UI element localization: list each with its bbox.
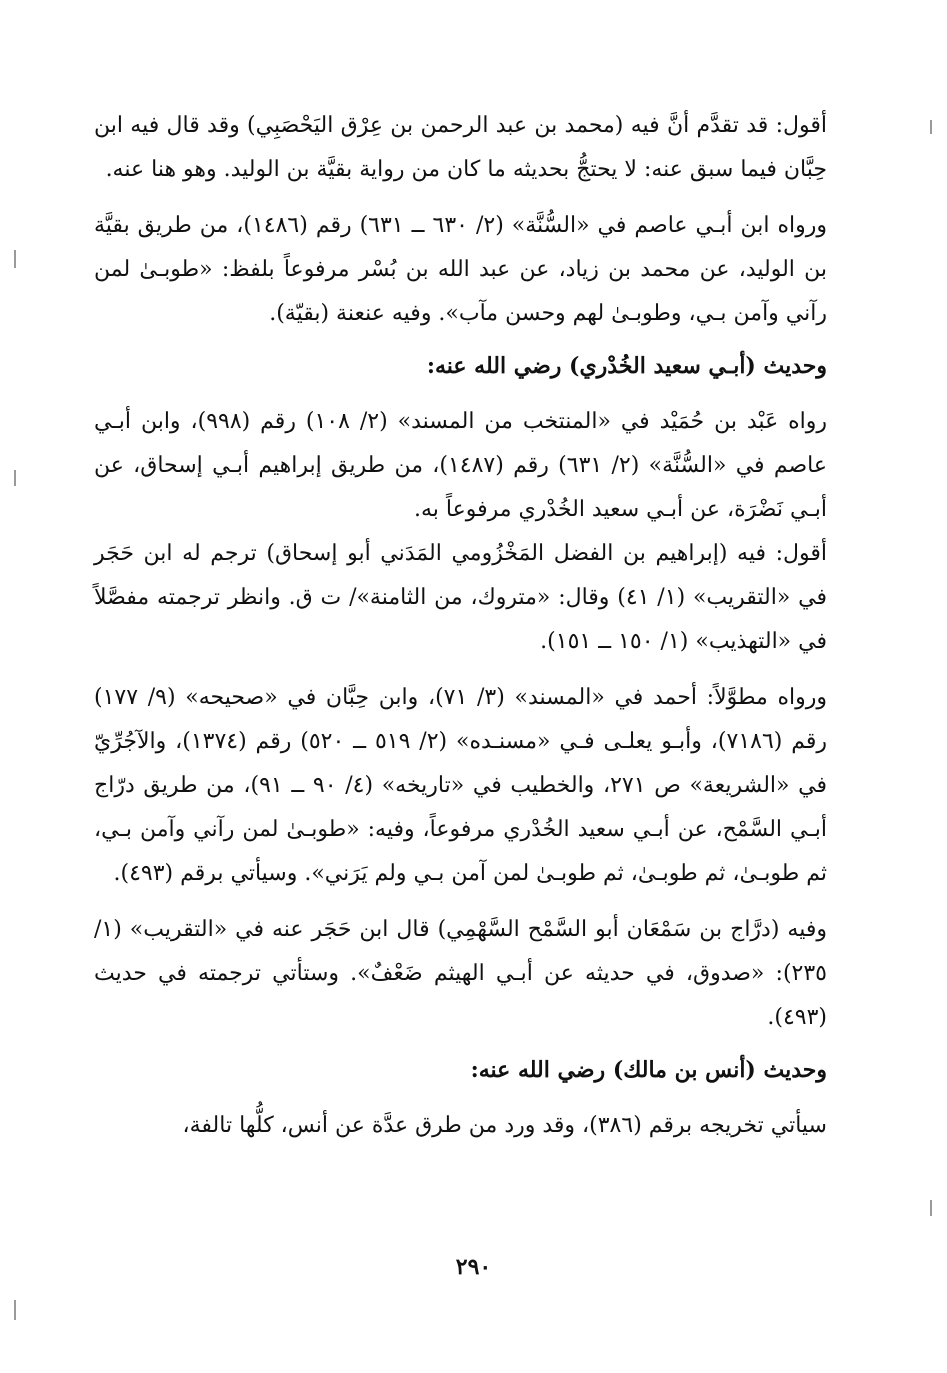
scan-artifact [14, 470, 16, 486]
paragraph-aqul-2: أقول: فيه (إبراهيم بن الفضل المَخْزُومي المَدَني أبو إسحاق) ترجم له ابن حَجَر في «التقريب» (١/ ٤١) وقال: «متروك، من الثامنة»/ ت ق. وانظر ترجمته مفصَّلاً في «التهذيب» (١/ ١٥٠ ــ ١٥١). [94, 541, 828, 654]
scan-artifact [14, 250, 16, 268]
paragraph-mutawwalan: ورواه مطوَّلاً: أحمد في «المسند» (٣/ ٧١)، وابن حِبَّان في «صحيحه» (٩/ ١٧٧) رقم (٧١٨٦)، وأبـو يعلـى فـي «مسنـده» (٢/ ٥١٩ ــ ٥٢٠) رقم (١٣٧٤)، والآجُرِّيّ في «الشريعة» ص ٢٧١، والخطيب في «تاريخه» (٤/ ٩٠ ــ ٩١)، من طريق درّاج أبـي السَّمْح، عن أبـي سعيد الخُدْري مرفوعاً، وفيه: «طوبـىٰ لمن رآني وآمن بـي، ثم طوبـىٰ، ثم طوبـىٰ، ثم طوبـىٰ لمن آمن بـي ولم يَرَني». وسيأتي برقم (٤٩٣). [94, 685, 828, 886]
paragraph-abd-bin-humayd: رواه عَبْد بن حُمَيْد في «المنتخب من المسند» (٢/ ١٠٨) رقم (٩٩٨)، وابن أبـي عاصم في «السُّنَّة» (٢/ ٦٣١) رقم (١٤٨٧)، من طريق إبراهيم أبـي إسحاق، عن أبـي نَضْرَة، عن أبـي سعيد الخُدْري مرفوعاً به. [94, 409, 828, 522]
paragraph-darraj: وفيه (درَّاج بن سَمْعَان أبو السَّمْح السَّهْمِي) قال ابن حَجَر عنه في «التقريب» (١/ ٢٣٥): «صدوق، في حديثه عن أبـي الهيثم ضَعْفٌ». وستأتي ترجمته في حديث (٤٩٣). [94, 917, 827, 1030]
paragraph-aqul-1: أقول: قد تقدَّم أنَّ فيه (محمد بن عبد الرحمن بن عِرْق اليَحْصَبِي) وقد قال فيه ابن حِبَّان فيما سبق عنه: لا يحتجُّ بحديثه ما كان من رواية بقيَّة بن الوليد. وهو هنا عنه. [94, 113, 827, 182]
scan-artifact [930, 120, 932, 134]
scan-artifact [930, 1200, 932, 1216]
body-text [94, 104, 827, 1148]
page-number: ٢٩٠ [455, 1254, 492, 1280]
paragraph-sayati: سيأتي تخريجه برقم (٣٨٦)، وقد ورد من طرق عدَّة عن أنس، كلُّها تالفة، [182, 1113, 827, 1138]
paragraph-ibn-abi-asim: ورواه ابن أبـي عاصم في «السُّنَّة» (٢/ ٦٣٠ ــ ٦٣١) رقم (١٤٨٦)، من طريق بقيَّة بن الوليد، عن محمد بن زياد، عن عبد الله بن بُسْر مرفوعاً بلفظ: «طوبـىٰ لمن رآني وآمن بـي، وطوبـىٰ لهم وحسن مآب». وفيه عنعنة (بقيّة). [94, 213, 828, 326]
section-heading-anas: وحديث (أنس بن مالك) رضي الله عنه: [470, 1057, 827, 1083]
scan-artifact [14, 1300, 16, 1320]
section-heading-abi-said: وحديث (أبـي سعيد الخُدْري) رضي الله عنه: [426, 353, 827, 379]
